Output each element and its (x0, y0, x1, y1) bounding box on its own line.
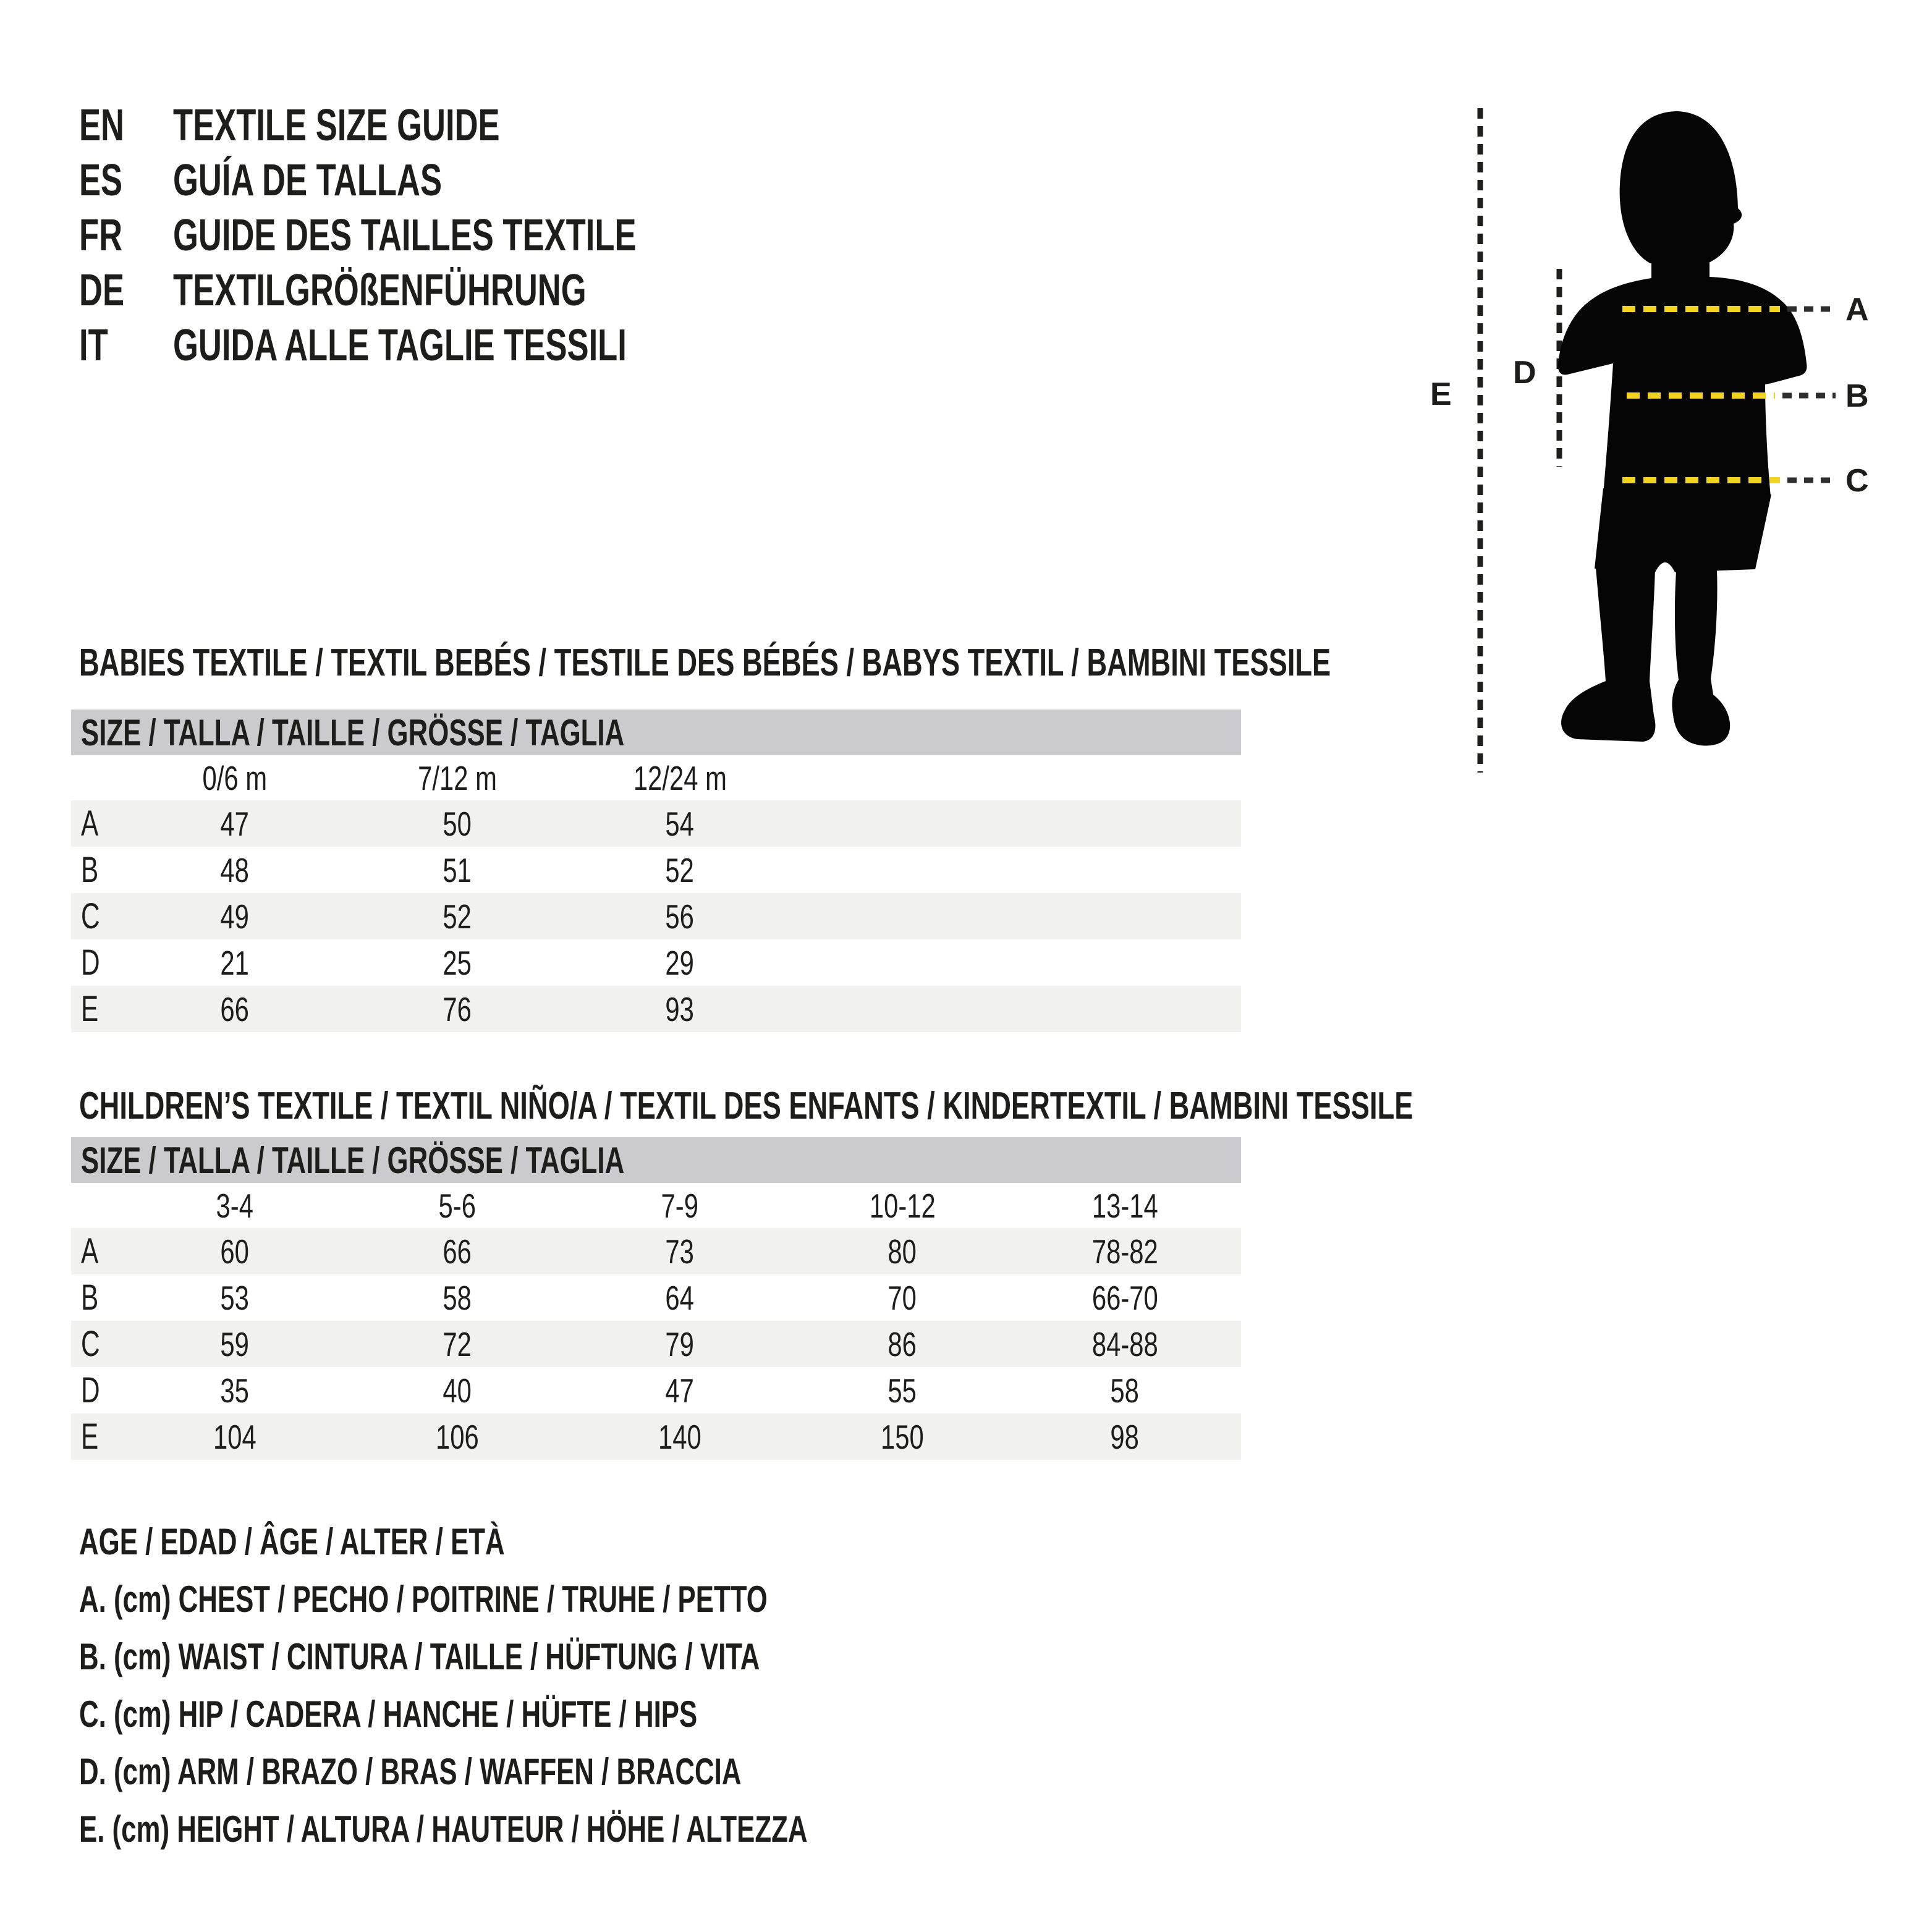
legend-line-chest: A. (cm) CHEST / PECHO / POITRINE / TRUHE / PETTO (79, 1578, 768, 1620)
column-header: 13-14 (1091, 1186, 1158, 1225)
language-title: GUIDE DES TAILLES TEXTILE (173, 210, 637, 260)
table-cell: 55 (888, 1371, 917, 1410)
language-code: FR (79, 210, 123, 260)
column-header: 7/12 m (418, 758, 497, 797)
table-cell: 80 (888, 1232, 917, 1271)
legend-line-height: E. (cm) HEIGHT / ALTURA / HAUTEUR / HÖHE / ALTEZZA (79, 1808, 808, 1850)
language-title: GUIDA ALLE TAGLIE TESSILI (173, 320, 627, 370)
babies-size-header-bar: SIZE / TALLA / TAILLE / GRÖSSE / TAGLIA (71, 710, 1241, 755)
table-cell: 73 (665, 1232, 695, 1271)
measure-label-c: C (1845, 463, 1869, 499)
table-cell: 50 (443, 804, 472, 843)
table-cell: 70 (888, 1278, 917, 1317)
children-column-header-row (71, 1183, 1241, 1228)
row-label: C (81, 1324, 100, 1364)
table-cell: 56 (665, 897, 695, 936)
table-row (71, 1274, 1241, 1321)
children-size-table (71, 1137, 1241, 1460)
table-cell: 59 (220, 1324, 250, 1363)
table-cell: 66 (443, 1232, 472, 1271)
legend-line-waist: B. (cm) WAIST / CINTURA / TAILLE / HÜFTUNG / VITA (79, 1636, 760, 1677)
row-label: D (81, 1370, 100, 1410)
table-cell: 47 (220, 804, 250, 843)
legend-line-arm: D. (cm) ARM / BRAZO / BRAS / WAFFEN / BRACCIA (79, 1751, 742, 1792)
table-cell: 52 (443, 897, 472, 936)
table-cell: 66-70 (1091, 1278, 1158, 1317)
language-row (79, 318, 808, 373)
table-cell: 53 (220, 1278, 250, 1317)
table-row (71, 1321, 1241, 1367)
table-cell: 66 (220, 989, 250, 1028)
table-cell: 47 (665, 1371, 695, 1410)
measure-label-b: B (1845, 378, 1869, 414)
table-cell: 104 (213, 1417, 256, 1456)
language-row (79, 208, 808, 263)
column-header: 7-9 (661, 1186, 699, 1225)
table-cell: 49 (220, 897, 250, 936)
table-row (71, 893, 1241, 939)
table-cell: 72 (443, 1324, 472, 1363)
table-cell: 29 (665, 943, 695, 982)
table-cell: 106 (436, 1417, 479, 1456)
table-row (71, 1228, 1241, 1274)
table-cell: 86 (888, 1324, 917, 1363)
language-code: EN (79, 100, 125, 150)
column-header: 3-4 (216, 1186, 254, 1225)
language-title: GUÍA DE TALLAS (173, 155, 443, 205)
table-cell: 76 (443, 989, 472, 1028)
table-cell: 54 (665, 804, 695, 843)
children-size-header-bar: SIZE / TALLA / TAILLE / GRÖSSE / TAGLIA (71, 1137, 1241, 1183)
babies-size-table (71, 710, 1241, 1032)
table-cell: 21 (220, 943, 250, 982)
language-code: DE (79, 265, 125, 315)
measure-legend (79, 1513, 1077, 1858)
row-label: D (81, 943, 100, 983)
children-section-title: CHILDREN’S TEXTILE / TEXTIL NIÑO/A / TEXTIL DES ENFANTS / KINDERTEXTIL / BAMBINI TESSILE (79, 1085, 1413, 1127)
table-cell: 52 (665, 850, 695, 889)
babies-section-title: BABIES TEXTILE / TEXTIL BEBÉS / TESTILE DES BÉBÉS / BABYS TEXTIL / BAMBINI TESSILE (79, 642, 1331, 684)
column-header: 0/6 m (202, 758, 268, 797)
row-label: B (81, 850, 99, 890)
table-cell: 60 (220, 1232, 250, 1271)
measure-label-d: D (1513, 355, 1536, 391)
table-row (71, 1413, 1241, 1460)
table-cell: 58 (1110, 1371, 1140, 1410)
table-cell: 40 (443, 1371, 472, 1410)
column-header: 5-6 (438, 1186, 477, 1225)
table-cell: 150 (881, 1417, 924, 1456)
table-row (71, 1367, 1241, 1413)
table-cell: 140 (658, 1417, 701, 1456)
table-cell: 84-88 (1091, 1324, 1158, 1363)
column-header: 10-12 (869, 1186, 936, 1225)
language-row (79, 263, 808, 318)
language-title-list (79, 98, 808, 373)
language-row (79, 98, 808, 153)
table-cell: 93 (665, 989, 695, 1028)
table-row (71, 800, 1241, 847)
row-label: E (81, 989, 99, 1029)
legend-line-age: AGE / EDAD / ÂGE / ALTER / ETÀ (79, 1521, 505, 1562)
table-cell: 51 (443, 850, 472, 889)
row-label: C (81, 896, 100, 936)
table-cell: 64 (665, 1278, 695, 1317)
table-cell: 48 (220, 850, 250, 889)
measure-label-e: E (1430, 376, 1452, 412)
row-label: A (81, 1231, 99, 1271)
row-label: E (81, 1417, 99, 1457)
language-title: TEXTILGRÖßENFÜHRUNG (173, 265, 587, 315)
table-cell: 58 (443, 1278, 472, 1317)
table-row (71, 939, 1241, 986)
table-cell: 78-82 (1091, 1232, 1158, 1271)
table-cell: 98 (1110, 1417, 1140, 1456)
measure-label-a: A (1845, 292, 1869, 328)
legend-line-hip: C. (cm) HIP / CADERA / HANCHE / HÜFTE / HIPS (79, 1693, 698, 1735)
row-label: B (81, 1277, 99, 1318)
language-title: TEXTILE SIZE GUIDE (173, 100, 500, 150)
row-label: A (81, 803, 99, 844)
language-code: IT (79, 320, 108, 370)
babies-column-header-row (71, 755, 1241, 800)
table-cell: 35 (220, 1371, 250, 1410)
language-code: ES (79, 155, 123, 205)
table-cell: 79 (665, 1324, 695, 1363)
language-row (79, 153, 808, 208)
column-header: 12/24 m (633, 758, 727, 797)
table-row (71, 847, 1241, 893)
table-row (71, 986, 1241, 1032)
table-cell: 25 (443, 943, 472, 982)
